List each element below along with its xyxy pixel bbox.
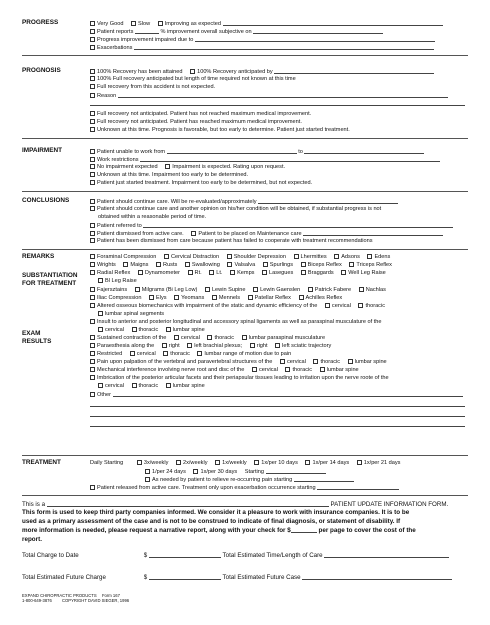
prognosis-row-2: 100% Full recovery anticipated but length of time required not known at this time [90, 75, 468, 83]
test-checkbox[interactable] [188, 270, 193, 275]
frequency-checkbox[interactable] [215, 460, 220, 465]
test-checkbox[interactable] [248, 295, 253, 300]
conclusions-row-2b: obtained within a reasonable period of time. [98, 214, 207, 220]
prognosis-row-8: Unknown at this time. Prognosis is favorable, but too early to determine. Patient just started treatment. [90, 126, 468, 134]
conclusions-row-1: Patient should continue care. Will be re-evaluated/approximately [90, 197, 468, 206]
test-checkbox[interactable] [185, 262, 190, 267]
total-charge-field[interactable] [149, 551, 221, 558]
impairment-label: IMPAIRMENT [22, 147, 62, 154]
frequency-checkbox[interactable] [305, 460, 310, 465]
test-checkbox[interactable] [90, 262, 95, 267]
pain-checkbox[interactable] [90, 359, 95, 364]
prognosis-label: PROGNOSIS [22, 67, 61, 74]
treatment-row-2: 1/per 24 days 1x/per 30 days Starting [145, 467, 468, 476]
released-field[interactable] [317, 483, 399, 490]
right-checkbox[interactable] [162, 343, 167, 348]
imbrication-checkbox[interactable] [90, 375, 95, 380]
reason-field-2[interactable] [90, 99, 465, 106]
dismissed-checkbox[interactable] [90, 231, 95, 236]
test-checkbox[interactable] [205, 287, 210, 292]
test-checkbox[interactable] [156, 262, 161, 267]
divider [22, 249, 468, 250]
cervical-checkbox[interactable] [98, 327, 103, 332]
lumbar-checkbox[interactable] [166, 383, 171, 388]
lumbar-checkbox[interactable] [242, 335, 247, 340]
restrictions-checkbox[interactable] [90, 157, 95, 162]
paraesthesia-row: Paraesthesia along the right left brachial plexus; right left sciatic trajectory [90, 342, 468, 350]
pain-row: Pain upon palpation of the vertebral and paravertebral structures of the cervical thoracic lumbar spine [90, 358, 468, 366]
sustained-checkbox[interactable] [90, 335, 95, 340]
other-field-2[interactable] [90, 400, 465, 407]
impairment-row-3: No impairment expected Impairment is expected. Rating upon request. [90, 163, 468, 171]
paraesthesia-checkbox[interactable] [90, 343, 95, 348]
exam-label: EXAM [22, 330, 41, 337]
insult-row: Insult to anterior and posterior longitudinal and accessory spinal ligaments as well as paraspinal musculature of the [90, 318, 468, 326]
mechanical-checkbox[interactable] [90, 367, 95, 372]
impairment-row-2: Work restrictions [90, 155, 468, 164]
progress-label: PROGRESS [22, 19, 59, 26]
test-checkbox[interactable] [123, 262, 128, 267]
released-checkbox[interactable] [90, 485, 95, 490]
time-of-care-field[interactable] [324, 551, 449, 558]
footer: EXPAND CHIROPRACTIC PRODUCTS Form 167 1-800-649-3876 COPYRIGHT DAVID SIEGER, 1996 [22, 593, 130, 603]
as-needed-field[interactable] [294, 475, 354, 482]
test-checkbox[interactable] [90, 295, 95, 300]
anticipated-by-field[interactable] [274, 67, 434, 74]
very-good-checkbox[interactable] [90, 21, 95, 26]
thoracic-checkbox[interactable] [358, 303, 363, 308]
reevaluate-field[interactable] [258, 197, 398, 204]
test-checkbox[interactable] [294, 254, 299, 259]
other-row-3 [90, 410, 468, 419]
attained-checkbox[interactable] [90, 69, 95, 74]
progress-row-3: Progress improvement impaired due to [90, 35, 468, 44]
treatment-row-4: Patient released from active care. Treatment only upon exacerbation occurrence starting [90, 483, 468, 492]
frequency-checkbox[interactable] [145, 469, 150, 474]
left-checkbox[interactable] [275, 343, 280, 348]
test-checkbox[interactable] [212, 295, 217, 300]
impairment-row-5: Patient just started treatment. Impairment too early to be determined, but not expected. [90, 179, 468, 187]
other-checkbox[interactable] [90, 392, 95, 397]
thoracic-checkbox[interactable] [163, 351, 168, 356]
impairment-unknown-checkbox[interactable] [90, 172, 95, 177]
reason-checkbox[interactable] [90, 93, 95, 98]
for-treatment-label: FOR TREATMENT [22, 280, 77, 287]
thoracic-checkbox[interactable] [285, 367, 290, 372]
frequency-checkbox[interactable] [137, 460, 142, 465]
test-checkbox[interactable] [98, 278, 103, 283]
test-checkbox[interactable] [230, 270, 235, 275]
no-impairment-checkbox[interactable] [90, 164, 95, 169]
percent-field[interactable] [135, 27, 159, 34]
test-checkbox[interactable] [263, 262, 268, 267]
not-anticipated-2-checkbox[interactable] [90, 119, 95, 124]
cervical-checkbox[interactable] [280, 359, 285, 364]
prognosis-row-7: Full recovery not anticipated. Patient has reached maximum medical improvement. [90, 118, 468, 126]
starting-field[interactable] [266, 467, 326, 474]
remarks-row-6: Iliac Compression Elys Yeomans Mennels Patellar Reflex Achilles Reflex [90, 294, 468, 302]
exacerbations-field[interactable] [134, 43, 434, 50]
test-checkbox[interactable] [209, 270, 214, 275]
restrictions-field[interactable] [140, 155, 440, 162]
frequency-checkbox[interactable] [254, 460, 259, 465]
cervical-checkbox[interactable] [325, 303, 330, 308]
test-checkbox[interactable] [301, 270, 306, 275]
test-checkbox[interactable] [367, 254, 372, 259]
check-amount-field[interactable] [291, 526, 317, 533]
remarks-row-1: Foraminal Compression Cervical Distraction Shoulder Depression Lhermittes Adsons Edens [90, 253, 468, 261]
other-row-4 [90, 420, 468, 429]
test-checkbox[interactable] [135, 287, 140, 292]
reason-field[interactable] [118, 91, 448, 98]
remarks-row-2: Wrights Maigns Rusts Swallowing Valsalva Spurlings Biceps Reflex Triceps Reflex [90, 261, 468, 269]
conclusions-row-4: Patient dismissed from active care. Patient to be placed on Maintenance care [90, 229, 468, 238]
test-checkbox[interactable] [138, 270, 143, 275]
progress-row-2: Patient reports % improvement overall subjective on [90, 27, 468, 36]
treatment-row-3: As needed by patient to relieve re-occurring pain starting [145, 475, 468, 484]
unable-work-checkbox[interactable] [90, 149, 95, 154]
frequency-checkbox[interactable] [357, 460, 362, 465]
other-field[interactable] [113, 390, 463, 397]
test-checkbox[interactable] [262, 270, 267, 275]
thoracic-checkbox[interactable] [313, 359, 318, 364]
thoracic-checkbox[interactable] [132, 327, 137, 332]
prognosis-row-4: Reason [90, 91, 468, 100]
lumbar-segments-row: lumbar spinal segments [98, 310, 468, 318]
remarks-row-3: Radial Reflex Dynamometer Rt. Lt. Kemps Lasegues Braggards Well Leg Raise [90, 269, 468, 277]
lumbar-checkbox[interactable] [320, 367, 325, 372]
test-checkbox[interactable] [149, 295, 154, 300]
prognosis-unknown-checkbox[interactable] [90, 127, 95, 132]
impaired-checkbox[interactable] [90, 37, 95, 42]
test-checkbox[interactable] [90, 254, 95, 259]
lumbar-checkbox[interactable] [348, 359, 353, 364]
cervical-checkbox[interactable] [98, 383, 103, 388]
subjective-field[interactable] [253, 27, 383, 34]
test-checkbox[interactable] [227, 254, 232, 259]
divider [22, 55, 468, 56]
work-from-field[interactable] [167, 147, 297, 154]
other-row: Other [90, 390, 468, 399]
future-case-field[interactable] [302, 573, 452, 580]
test-checkbox[interactable] [341, 270, 346, 275]
test-checkbox[interactable] [227, 262, 232, 267]
cervical-checkbox[interactable] [130, 351, 135, 356]
thoracic-checkbox[interactable] [207, 335, 212, 340]
full-anticipated-checkbox[interactable] [90, 76, 95, 81]
conclusions-row-2: Patient should continue care and another opinion on his/her condition will be obtained, if substantial progress is not [90, 205, 468, 213]
altered-checkbox[interactable] [90, 303, 95, 308]
conclusions-row-3: Patient referred to [90, 221, 468, 230]
impairment-row-4: Unknown at this time. Impairment too early to be determined. [90, 171, 468, 179]
progress-row-1: Very Good Slow Improving as expected [90, 19, 468, 28]
imbrication-row-2: cervical thoracic lumbar spine [98, 382, 468, 390]
divider [22, 455, 468, 456]
test-checkbox[interactable] [164, 254, 169, 259]
notice-title-row: This is a PATIENT UPDATE INFORMATION FORM. [22, 501, 449, 508]
form-type-field[interactable] [47, 500, 329, 507]
prognosis-row-5 [90, 99, 468, 108]
mechanical-row: Mechanical interference involving nerve root and disc of the cervical thoracic lumbar spine [90, 366, 468, 374]
impairment-row-1: Patient unable to work from to [90, 147, 468, 156]
improving-checkbox[interactable] [158, 21, 163, 26]
divider [22, 495, 468, 496]
prognosis-row-1: 100% Recovery has been attained 100% Recovery anticipated by [90, 67, 468, 76]
remarks-row-4: Bl Leg Raise [98, 277, 468, 285]
remarks-row-5: Fajersztains Milgrams (Bi Leg Low) Lewin Supine Lewin Gaenslen Patrick Fabere Nachlas [90, 286, 468, 294]
treatment-label: TREATMENT [22, 459, 61, 466]
improving-field[interactable] [223, 19, 443, 26]
full-not-expected-checkbox[interactable] [90, 84, 95, 89]
treatment-row-1: Daily Starting 3x/weekly 2x/weekly 1x/weekly 1x/per 10 days 1x/per 14 days 1x/per 21 days [90, 460, 401, 466]
cervical-checkbox[interactable] [174, 335, 179, 340]
test-checkbox[interactable] [299, 295, 304, 300]
substantiation-label: SUBSTANTIATION [22, 272, 78, 279]
test-checkbox[interactable] [334, 254, 339, 259]
other-field-4[interactable] [90, 420, 465, 427]
referred-field[interactable] [143, 221, 453, 228]
test-checkbox[interactable] [90, 270, 95, 275]
test-checkbox[interactable] [301, 262, 306, 267]
failed-cooperate-checkbox[interactable] [90, 238, 95, 243]
not-anticipated-checkbox[interactable] [90, 111, 95, 116]
work-to-field[interactable] [304, 147, 424, 154]
maintenance-field[interactable] [303, 229, 443, 236]
slow-checkbox[interactable] [131, 21, 136, 26]
test-checkbox[interactable] [174, 295, 179, 300]
sustained-row: Sustained contraction of the cervical thoracic lumbar paraspinal musculature [90, 334, 468, 342]
altered-row: Altered osseous biomechanics with impairment of the static and dynamic efficiency of the cervical thoracic [90, 302, 468, 310]
patient-reports-checkbox[interactable] [90, 29, 95, 34]
maintenance-checkbox[interactable] [191, 231, 196, 236]
insult-row-2: cervical thoracic lumbar spine [98, 326, 468, 334]
frequency-checkbox[interactable] [193, 469, 198, 474]
results-label: RESULTS [22, 338, 52, 345]
notice-body: This form is used to keep third party companies informed. We consider it a pleasure to work with insurance companies. It is to be used as a primary assessment of the case and is not to be construed to indicate of final diagnosis, or statement of disability. If more information is needed, please request a narrative report, along with your check for $ per page to cover the cost of the report. [22, 509, 416, 543]
frequency-checkbox[interactable] [176, 460, 181, 465]
totals-row-1: Total Charge to Date $ Total Estimated Time/Length of Care [22, 551, 468, 560]
lumbar-checkbox[interactable] [98, 311, 103, 316]
test-checkbox[interactable] [359, 287, 364, 292]
imbrication-row: Imbrication of the posterior articular facets and their periapsular tissues leading to irritation upon the nerve roote of the [90, 374, 468, 382]
other-row-2 [90, 400, 468, 409]
another-opinion-checkbox[interactable] [90, 206, 95, 211]
cervical-checkbox[interactable] [252, 367, 257, 372]
divider [22, 191, 468, 192]
continue-care-checkbox[interactable] [90, 199, 95, 204]
thoracic-checkbox[interactable] [132, 383, 137, 388]
conclusions-row-5: Patient has been dismissed from care because patient has failed to cooperate with treatment recommendations [90, 237, 468, 245]
other-field-3[interactable] [90, 410, 465, 417]
impaired-field[interactable] [195, 35, 435, 42]
restricted-checkbox[interactable] [90, 351, 95, 356]
just-started-checkbox[interactable] [90, 180, 95, 185]
insult-checkbox[interactable] [90, 319, 95, 324]
remarks-label: REMARKS [22, 253, 55, 260]
lumbar-checkbox[interactable] [197, 351, 202, 356]
test-checkbox[interactable] [253, 287, 258, 292]
lumbar-checkbox[interactable] [166, 327, 171, 332]
future-charge-field[interactable] [149, 573, 221, 580]
conclusions-label: CONCLUSIONS [22, 197, 70, 204]
impairment-expected-checkbox[interactable] [165, 164, 170, 169]
prognosis-row-3: Full recovery from this accident is not expected. [90, 83, 468, 91]
anticipated-by-checkbox[interactable] [190, 69, 195, 74]
divider [22, 138, 468, 139]
left-checkbox[interactable] [187, 343, 192, 348]
right-checkbox[interactable] [250, 343, 255, 348]
exacerbations-checkbox[interactable] [90, 45, 95, 50]
test-checkbox[interactable] [90, 287, 95, 292]
prognosis-row-6: Full recovery not anticipated. Patient has not reached maximum medical improvement. [90, 110, 468, 118]
as-needed-checkbox[interactable] [145, 477, 150, 482]
totals-row-2: Total Estimated Future Charge $ Total Estimated Future Case [22, 573, 468, 582]
restricted-row: Restricted cervical thoracic lumbar range of motion due to pain [90, 350, 468, 358]
referred-checkbox[interactable] [90, 223, 95, 228]
test-checkbox[interactable] [308, 287, 313, 292]
test-checkbox[interactable] [349, 262, 354, 267]
progress-row-4: Exacerbations [90, 43, 468, 52]
